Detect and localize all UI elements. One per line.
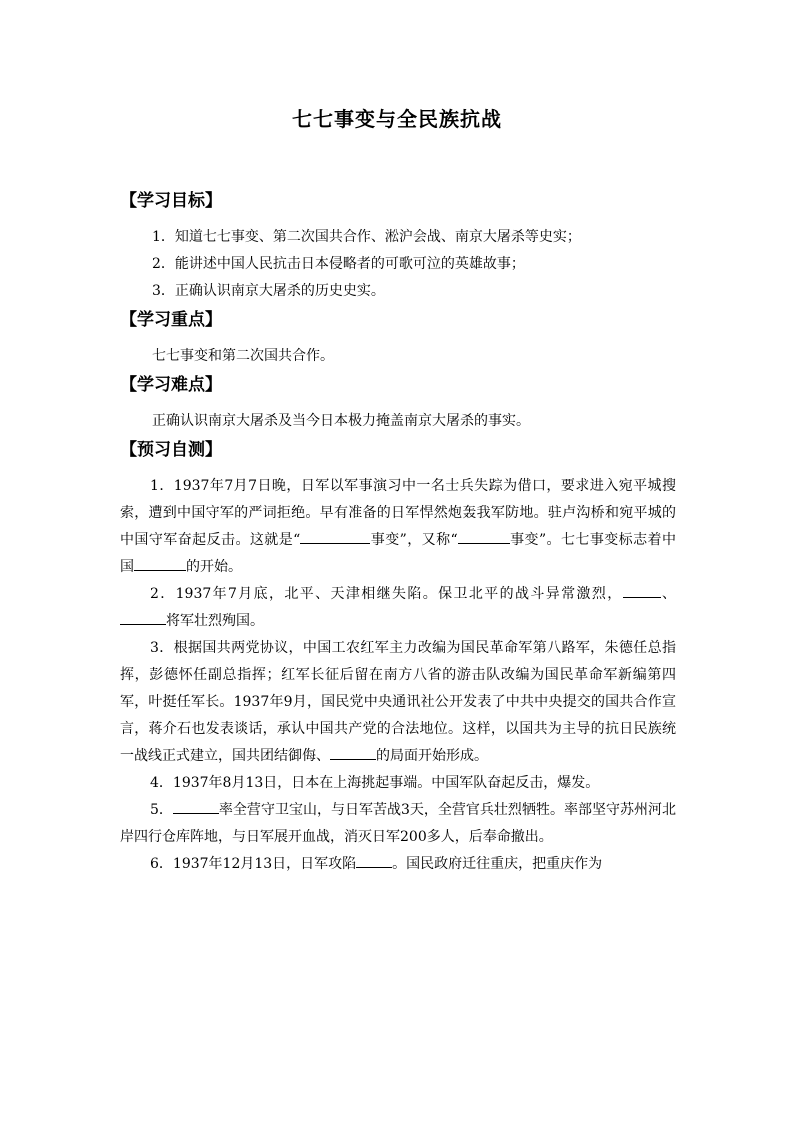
difficulties-text: 正确认识南京大屠杀及当今日本极力掩盖南京大屠杀的事实。 [152, 413, 530, 429]
question-3-text-a: 3．根据国共两党协议，中国工农红军主力改编为国民革命军第八路军，朱德任总指挥，彭德怀任副总指挥；红军长征后留在南方八省的游击队改编为国民革命军新编第四军，叶挺任军长。1937年9月，国民党中央通讯社公开发表了中共中央提交的国共合作宣言，蒋介石也发表谈话，承认中国共产党的合法地位。这样，以国共为主导的抗日民族统一战线正式建立，国共团结御侮、 [120, 640, 676, 764]
question-1-text-a: 1．1937年7月7日晚，日军以军事演习中一名士兵失踪为借口，要求进入宛平城搜索，遭到中国守军的严词拒绝。早有准备的日军悍然炮轰我军防地。驻卢沟桥和宛平城的中国守军奋起反击。这就是“ [120, 478, 676, 548]
question-5-text-a: 5． [150, 802, 173, 818]
difficulties-heading: 【学习难点】 [120, 375, 222, 395]
question-6-text-a: 6．1937年12月13日，日军攻陷 [150, 856, 357, 872]
question-2 [120, 581, 676, 635]
question-4 [120, 770, 676, 797]
question-3 [120, 635, 676, 770]
question-6 [120, 851, 676, 878]
objectives-heading: 【学习目标】 [120, 191, 222, 211]
question-5-text-b: 率全营守卫宝山，与日军苦战3天，全营官兵壮烈牺牲。率部坚守苏州河北岸四行仓库阵地，与日军展开血战，消灭日军200多人，后奉命撤出。 [120, 802, 676, 845]
answer-blank[interactable] [356, 851, 392, 868]
objective-item: 1．知道七七事变、第二次国共合作、淞沪会战、南京大屠杀等史实； [152, 229, 581, 245]
question-1-text-d: 的开始。 [186, 559, 242, 575]
question-1-text-b: 事变”，又称“ [370, 532, 458, 548]
answer-blank[interactable] [623, 581, 661, 598]
question-5 [120, 797, 676, 851]
answer-blank[interactable] [458, 527, 510, 544]
question-2-text-a: 2．1937年7月底，北平、天津相继失陷。保卫北平的战斗异常激烈， [150, 586, 623, 602]
answer-blank[interactable] [134, 554, 186, 571]
question-2-text-b: 、 [660, 586, 676, 602]
question-1-text-c: 事变”。七七事变标志着中国 [120, 532, 676, 575]
key-points-heading: 【学习重点】 [120, 310, 222, 330]
preview-heading: 【预习自测】 [120, 440, 222, 460]
question-1 [120, 473, 676, 581]
question-2-text-c: 将军壮烈殉国。 [166, 613, 264, 629]
question-6-text-b: 。国民政府迁往重庆，把重庆作为 [392, 856, 603, 872]
objective-item: 2．能讲述中国人民抗击日本侵略者的可歌可泣的英雄故事； [152, 256, 525, 272]
answer-blank[interactable] [173, 797, 219, 814]
answer-blank[interactable] [300, 527, 370, 544]
question-4-text-a: 4．1937年8月13日，日本在上海挑起事端。中国军队奋起反击，爆发。 [150, 775, 600, 791]
question-3-text-b: 的局面开始形成。 [376, 748, 488, 764]
page-title: 七七事变与全民族抗战 [292, 107, 502, 131]
answer-blank[interactable] [330, 743, 376, 760]
key-points-text: 七七事变和第二次国共合作。 [152, 348, 334, 364]
answer-blank[interactable] [120, 608, 166, 625]
objective-item: 3．正确认识南京大屠杀的历史史实。 [152, 283, 385, 299]
document-body [120, 186, 676, 878]
